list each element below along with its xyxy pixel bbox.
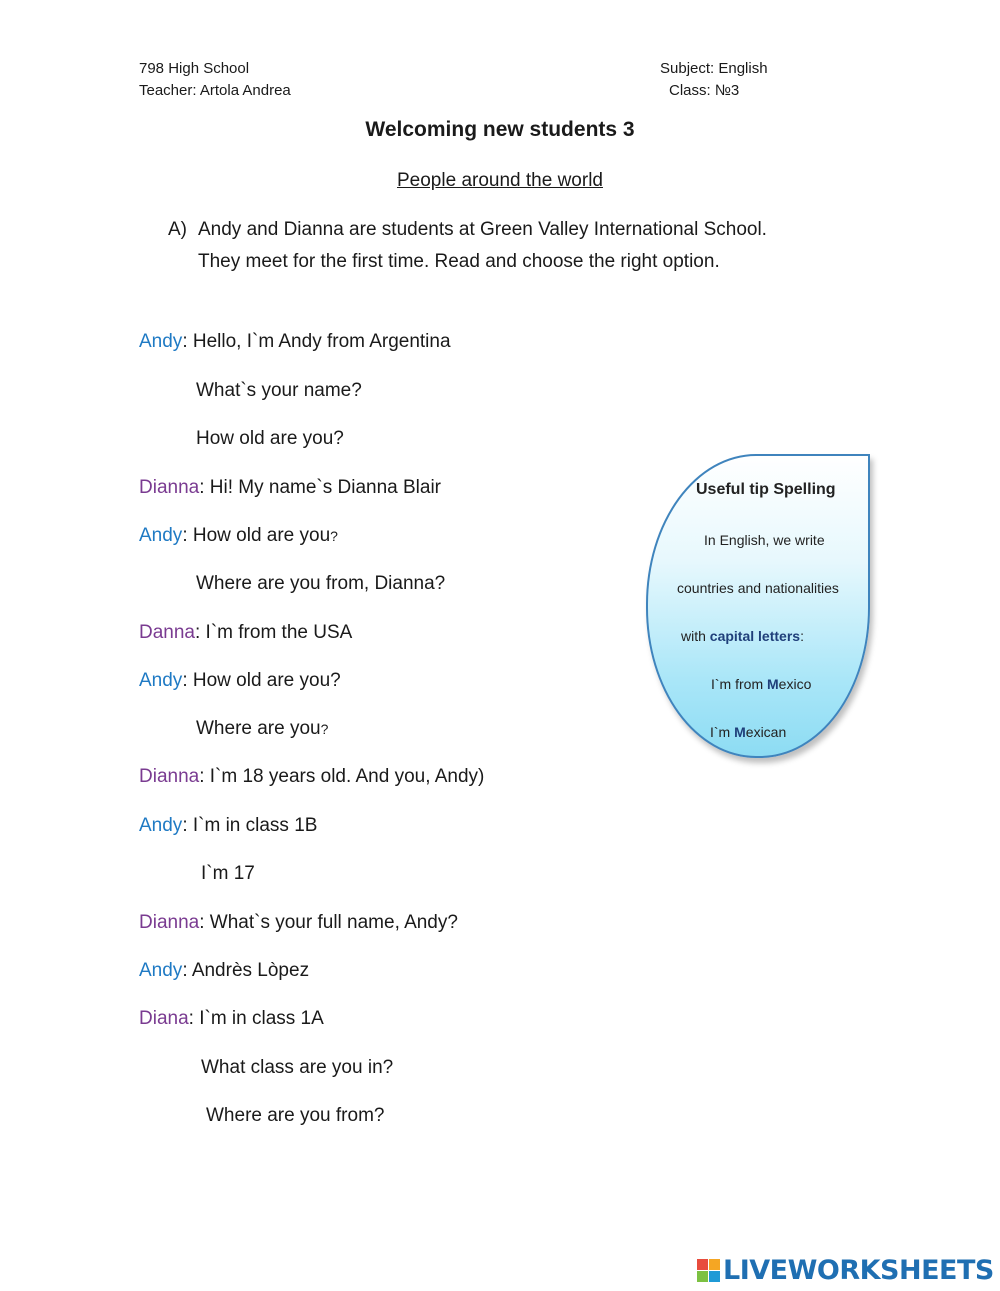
class-label: Class: №3 — [669, 82, 740, 99]
logo-text: LIVEWORKSHEETS — [723, 1254, 994, 1286]
instruction-line-1: Andy and Dianna are students at Green Valley International School. — [198, 219, 767, 240]
dialogue-text: : How old are you — [182, 525, 331, 546]
dialogue-text: Where are you from? — [206, 1105, 385, 1126]
logo-blocks-icon — [697, 1259, 720, 1282]
teacher-name: Teacher: Artola Andrea — [139, 82, 291, 99]
speaker-andy: Andy — [139, 960, 183, 981]
tip-example: I`m from Mexico — [711, 676, 812, 692]
page-subtitle: People around the world — [397, 170, 603, 191]
speaker-andy: Andy — [139, 670, 183, 691]
dialogue-text: Where are you from, Dianna? — [196, 573, 446, 594]
speaker-dianna: Dianna — [139, 766, 200, 787]
dialogue-line — [201, 1057, 393, 1079]
tip-example: I`m Mexican — [710, 724, 787, 740]
question-mark: ? — [330, 528, 338, 544]
dialogue-text: How old are you? — [196, 428, 344, 449]
dialogue-text: : Hi! My name`s Dianna Blair — [199, 477, 442, 498]
dialogue-line — [139, 670, 341, 692]
dialogue-text: : Hello, I`m Andy from Argentina — [182, 331, 451, 352]
instruction-line-2: They meet for the first time. Read and choose the right option. — [198, 251, 720, 272]
dialogue-text: : How old are you? — [182, 670, 341, 691]
dialogue-line — [139, 1008, 324, 1030]
dialogue-text: : Andrès Lòpez — [182, 960, 310, 981]
dialogue-line — [206, 1105, 384, 1127]
speaker-andy: Andy — [139, 815, 183, 836]
dialogue-line — [139, 525, 338, 547]
dialogue-line — [196, 718, 328, 740]
instruction-marker: A) — [168, 219, 187, 240]
dialogue-line — [139, 766, 484, 788]
dialogue-text: : I`m 18 years old. And you, Andy) — [199, 766, 485, 787]
speaker-diana: Diana — [139, 1008, 189, 1029]
dialogue-line — [201, 863, 255, 885]
dialogue-line — [139, 912, 458, 934]
speaker-dianna: Dianna — [139, 912, 200, 933]
question-mark: ? — [320, 721, 329, 737]
dialogue-text: : I`m from the USA — [195, 622, 353, 643]
dialogue-line — [139, 331, 451, 353]
speaker-danna: Danna — [139, 622, 195, 643]
dialogue-line — [196, 428, 344, 450]
useful-tip-callout — [646, 454, 870, 758]
tip-line: countries and nationalities — [677, 580, 839, 596]
dialogue-text: : I`m in class 1B — [182, 815, 318, 836]
dialogue-text: What class are you in? — [201, 1057, 394, 1078]
school-name: 798 High School — [139, 60, 250, 77]
speaker-andy: Andy — [139, 525, 183, 546]
tip-line: In English, we write — [704, 532, 825, 548]
dialogue-text: What`s your name? — [196, 380, 362, 401]
dialogue-line — [139, 622, 352, 644]
speaker-dianna: Dianna — [139, 477, 200, 498]
dialogue-line — [196, 573, 445, 595]
dialogue-text: Where are you — [196, 718, 321, 739]
capital-letters-emphasis: capital letters — [709, 628, 801, 644]
dialogue-line — [139, 960, 309, 982]
liveworksheets-logo — [697, 1254, 994, 1286]
dialogue-line — [196, 380, 362, 402]
dialogue-text: : I`m in class 1A — [188, 1008, 324, 1029]
dialogue-line — [139, 477, 441, 499]
page-title: Welcoming new students 3 — [365, 118, 635, 141]
speaker-andy: Andy — [139, 331, 183, 352]
dialogue-text: I`m 17 — [201, 863, 255, 884]
tip-heading: Useful tip Spelling — [696, 481, 836, 498]
dialogue-text: : What`s your full name, Andy? — [199, 912, 458, 933]
subject-label: Subject: English — [660, 60, 768, 77]
dialogue-line — [139, 815, 317, 837]
tip-line: with capital letters: — [681, 628, 804, 644]
